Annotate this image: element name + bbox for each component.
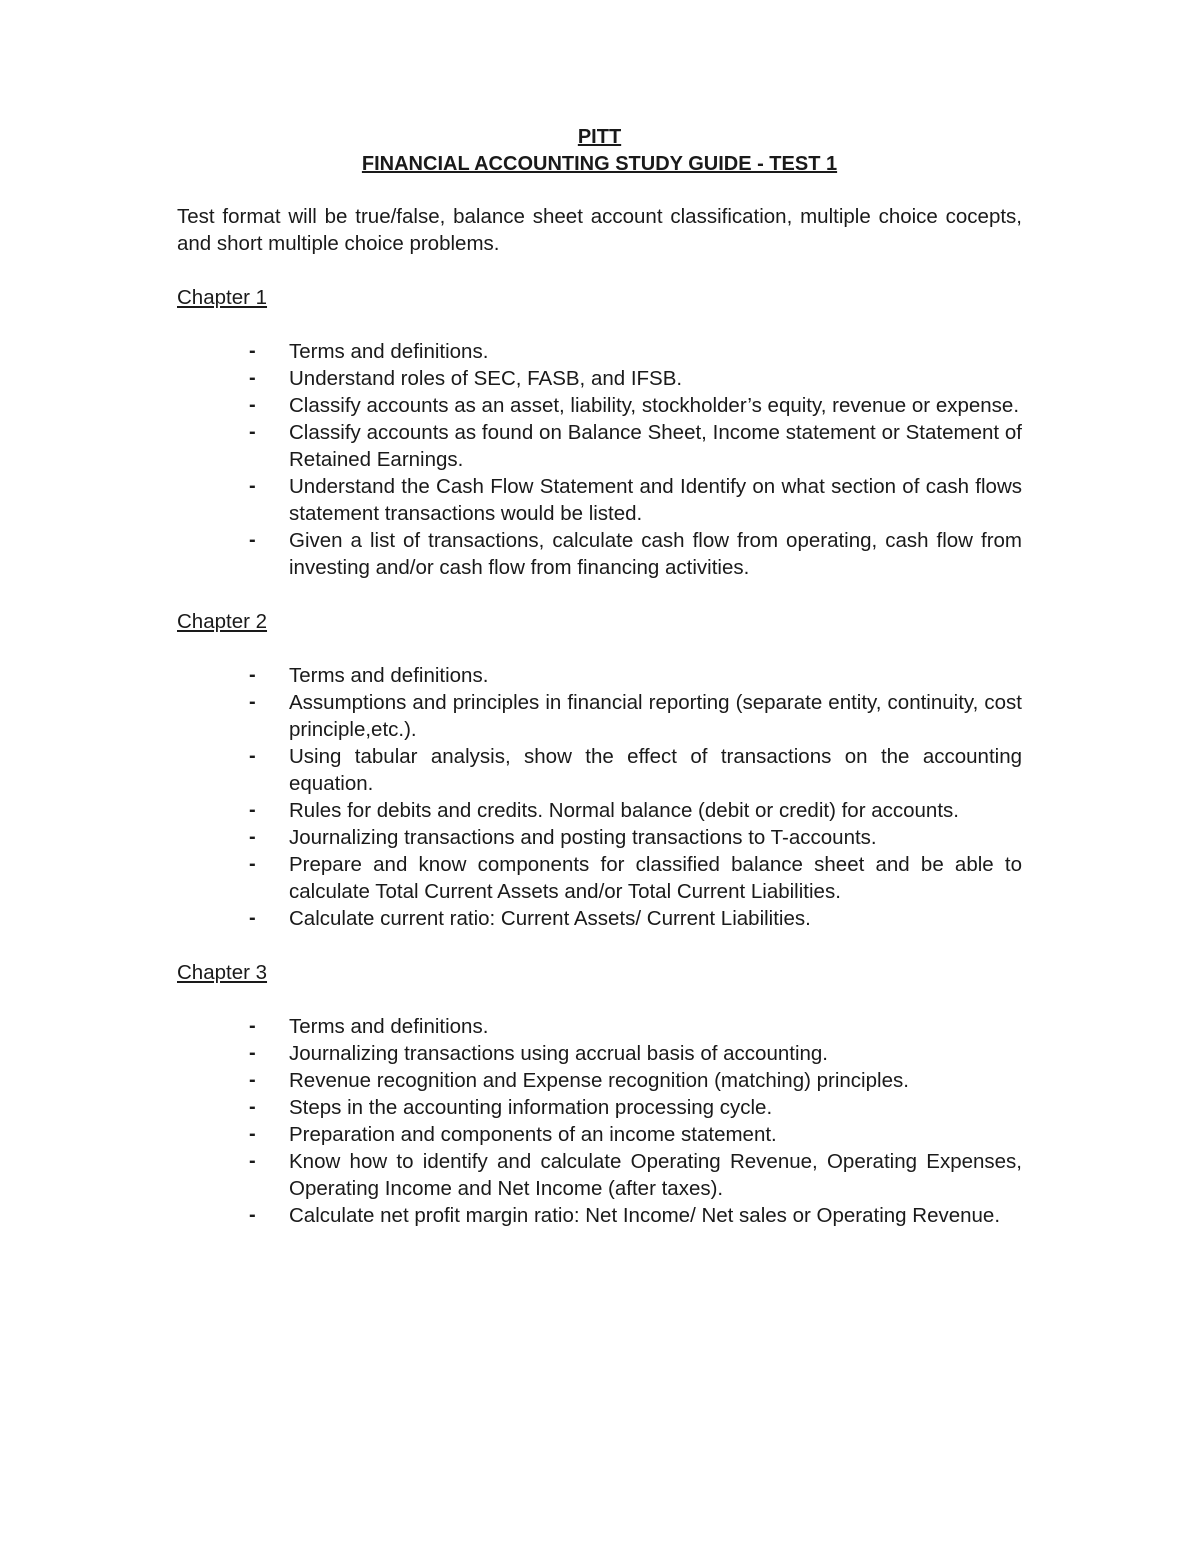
topic-text: Calculate current ratio: Current Assets/ Current Liabilities. xyxy=(289,907,811,930)
topic-text: Calculate net profit margin ratio: Net Income/ Net sales or Operating Revenue. xyxy=(289,1204,1001,1227)
topic-text: Classify accounts as an asset, liability, stockholder’s equity, revenue or expense. xyxy=(289,394,1020,417)
chapter-topic-list xyxy=(177,1013,1022,1229)
topic-text: Revenue recognition and Expense recognition (matching) principles. xyxy=(289,1069,909,1092)
topic-item xyxy=(177,1202,1022,1229)
topic-item xyxy=(177,1121,1022,1148)
topic-text: Understand roles of SEC, FASB, and IFSB. xyxy=(289,367,683,390)
topic-item xyxy=(177,419,1022,473)
chapter-section-3 xyxy=(177,959,1022,1229)
topic-item xyxy=(177,1094,1022,1121)
topic-item xyxy=(177,905,1022,932)
topic-item xyxy=(177,689,1022,743)
chapter-heading: Chapter 3 xyxy=(177,961,268,984)
bullet-dash: - xyxy=(249,799,256,821)
topic-text: Journalizing transactions using accrual basis of accounting. xyxy=(289,1042,828,1065)
topic-item xyxy=(177,1040,1022,1067)
chapter-section-2 xyxy=(177,608,1022,932)
bullet-dash: - xyxy=(249,367,256,389)
chapter-heading: Chapter 1 xyxy=(177,286,268,309)
bullet-dash: - xyxy=(249,421,256,443)
topic-text: Assumptions and principles in financial reporting (separate entity, continuity, cost principle,etc.). xyxy=(289,691,1022,741)
bullet-dash: - xyxy=(249,664,256,686)
topic-item xyxy=(177,662,1022,689)
chapter-topic-list xyxy=(177,662,1022,932)
bullet-dash: - xyxy=(249,1096,256,1118)
topic-item xyxy=(177,473,1022,527)
topic-text: Journalizing transactions and posting transactions to T-accounts. xyxy=(289,826,877,849)
topic-text: Steps in the accounting information processing cycle. xyxy=(289,1096,773,1119)
topic-item xyxy=(177,851,1022,905)
bullet-dash: - xyxy=(249,394,256,416)
topic-item xyxy=(177,338,1022,365)
chapters-container xyxy=(177,284,1022,1229)
bullet-dash: - xyxy=(249,826,256,848)
title-block xyxy=(177,124,1022,178)
topic-text: Preparation and components of an income statement. xyxy=(289,1123,777,1146)
topic-item xyxy=(177,797,1022,824)
document-page xyxy=(177,124,1022,1229)
test-format-intro: Test format will be true/false, balance sheet account classification, multiple choice cocepts, and short multiple choice problems. xyxy=(177,205,1022,255)
topic-item xyxy=(177,1148,1022,1202)
topic-text: Using tabular analysis, show the effect of transactions on the accounting equation. xyxy=(289,745,1022,795)
topic-item xyxy=(177,392,1022,419)
chapter-section-1 xyxy=(177,284,1022,581)
school-name: PITT xyxy=(577,126,622,148)
topic-text: Classify accounts as found on Balance Sheet, Income statement or Statement of Retained Earnings. xyxy=(289,421,1022,471)
bullet-dash: - xyxy=(249,1150,256,1172)
topic-item xyxy=(177,527,1022,581)
bullet-dash: - xyxy=(249,475,256,497)
topic-text: Prepare and know components for classified balance sheet and be able to calculate Total Current Assets and/or Total Current Liabilities. xyxy=(289,853,1022,903)
bullet-dash: - xyxy=(249,340,256,362)
topic-text: Terms and definitions. xyxy=(289,340,489,363)
bullet-dash: - xyxy=(249,745,256,767)
bullet-dash: - xyxy=(249,1015,256,1037)
document-title: FINANCIAL ACCOUNTING STUDY GUIDE - TEST 1 xyxy=(361,153,838,175)
bullet-dash: - xyxy=(249,1042,256,1064)
topic-text: Rules for debits and credits. Normal balance (debit or credit) for accounts. xyxy=(289,799,959,822)
bullet-dash: - xyxy=(249,529,256,551)
bullet-dash: - xyxy=(249,1204,256,1226)
bullet-dash: - xyxy=(249,907,256,929)
bullet-dash: - xyxy=(249,1123,256,1145)
bullet-dash: - xyxy=(249,1069,256,1091)
chapter-topic-list xyxy=(177,338,1022,581)
topic-text: Understand the Cash Flow Statement and Identify on what section of cash flows statement transactions would be listed. xyxy=(289,475,1022,525)
topic-item xyxy=(177,824,1022,851)
topic-item xyxy=(177,365,1022,392)
topic-text: Terms and definitions. xyxy=(289,664,489,687)
bullet-dash: - xyxy=(249,853,256,875)
topic-item xyxy=(177,743,1022,797)
topic-text: Terms and definitions. xyxy=(289,1015,489,1038)
topic-item xyxy=(177,1013,1022,1040)
topic-item xyxy=(177,1067,1022,1094)
bullet-dash: - xyxy=(249,691,256,713)
topic-text: Know how to identify and calculate Operating Revenue, Operating Expenses, Operating Income and Net Income (after taxes). xyxy=(289,1150,1022,1200)
topic-text: Given a list of transactions, calculate cash flow from operating, cash flow from investing and/or cash flow from financing activities. xyxy=(289,529,1022,579)
chapter-heading: Chapter 2 xyxy=(177,610,268,633)
